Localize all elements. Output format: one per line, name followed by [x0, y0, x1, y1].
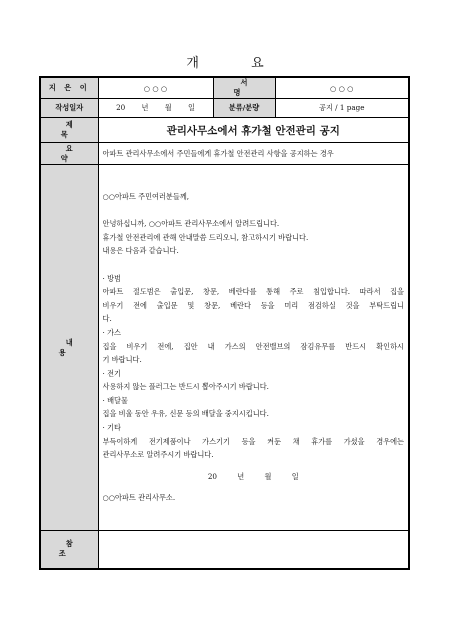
intro-line-2: 휴가철 안전관리에 관해 안내말씀 드리오니, 참고하시기 바랍니다.: [102, 232, 309, 242]
author-label: 지 은 이: [40, 77, 98, 99]
notice-signature: ○○아파트 관리사무소.: [102, 493, 176, 503]
section-heading-security: · 방범: [102, 273, 121, 283]
subject-row: [40, 118, 409, 143]
date-label: 작성일자: [40, 99, 98, 118]
content-body: [98, 165, 409, 531]
section-etc-line-1: 부득이하게 전기제품이나 가스기기 등을 켜둔 채 휴가를 가셨을 경우에는: [102, 436, 404, 446]
section-electric-line-1: 사용하지 않는 플러그는 반드시 뽑아주시기 바랍니다.: [102, 382, 269, 392]
content-row: [40, 165, 409, 531]
subject-value: 관리사무소에서 휴가철 안전관리 공지: [98, 118, 409, 143]
summary-label: 요 약: [40, 143, 98, 165]
overview-table: [39, 76, 410, 570]
reference-value: [98, 531, 409, 569]
section-security-line-2: 비우기 전에 출입문 및 창문, 베란다 등을 미리 점검하실 것을 부탁드립니: [102, 300, 404, 310]
summary-value: 아파트 관리사무소에서 주민들에게 휴가철 안전관리 사항을 공지하는 경우: [98, 143, 409, 165]
page-title: 개 요: [186, 56, 288, 71]
greeting: ○○아파트 주민여러분들께,: [102, 191, 190, 201]
intro-line-3: 내용은 다음과 같습니다.: [102, 246, 179, 256]
summary-row: [40, 143, 409, 165]
section-gas-line-2: 기 바랍니다.: [102, 355, 142, 365]
intro-line-1: 안녕하십니까, ○○아파트 관리사무소에서 알려드립니다.: [102, 219, 280, 229]
date-value: 20 년 월 일: [98, 99, 213, 118]
section-heading-etc: · 기타: [102, 423, 121, 433]
section-gas-line-1: 집을 비우기 전에, 집안 내 가스의 안전밸브의 잠김유무를 반드시 확인하시: [102, 341, 404, 351]
subject-label: 제 목: [40, 118, 98, 143]
section-etc-line-2: 관리사무소로 알려주시기 바랍니다.: [102, 450, 214, 460]
signature-label: 서 명: [213, 77, 275, 99]
section-delivery-line-1: 집을 비울 동안 우유, 신문 등의 배달을 중지시킵니다.: [102, 409, 269, 419]
date-row: [40, 99, 409, 118]
author-value: ○ ○ ○: [98, 77, 213, 99]
content-label: 내 용: [40, 165, 98, 531]
category-label: 분류/분량: [213, 99, 275, 118]
signature-value: ○ ○ ○: [275, 77, 409, 99]
category-value: 공지 / 1 page: [275, 99, 409, 118]
author-row: [40, 77, 409, 99]
section-heading-electric: · 전기: [102, 368, 121, 378]
section-security-line-1: 아파트 절도범은 출입문, 창문, 베란다를 통해 주로 침입합니다. 따라서 집을: [102, 287, 404, 297]
reference-label: 참 조: [40, 531, 98, 569]
section-heading-delivery: · 배달물: [102, 395, 128, 405]
notice-date: 20 년 월 일: [207, 471, 299, 481]
section-heading-gas: · 가스: [102, 327, 121, 337]
section-security-line-3: 다.: [102, 314, 112, 324]
reference-row: [40, 531, 409, 569]
